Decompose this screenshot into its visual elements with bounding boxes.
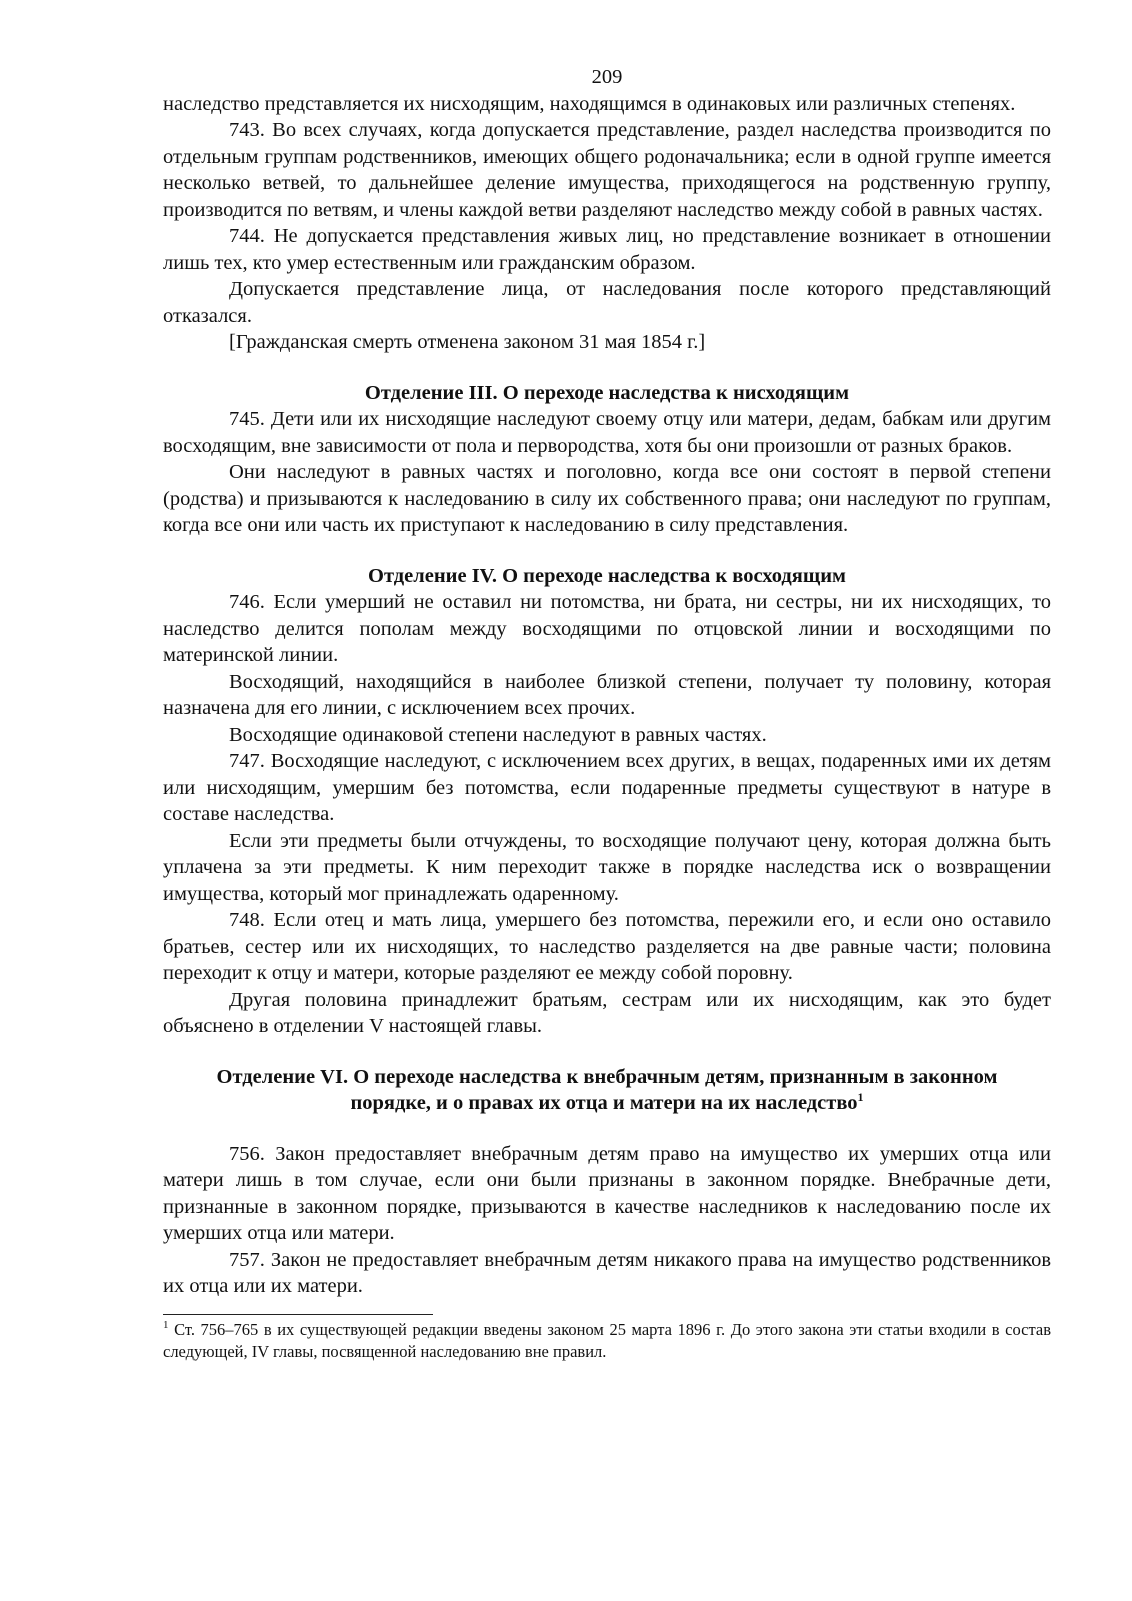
- paragraph: Если эти предметы были отчуждены, то восходящие получают цену, которая должна быть уплачена за эти предметы. К ним переходит также в порядке наследства иск о возвращении имущества, который мог принадлежать одаренному.: [163, 829, 1051, 905]
- page-number: 209: [591, 66, 623, 88]
- paragraph: Они наследуют в равных частях и поголовно, когда все они состоят в первой степени (родства) и призываются к наследованию в силу их собственного права; они наследуют по группам, когда все они или часть их приступают к наследованию в силу представления.: [163, 461, 1051, 536]
- article-748: 748. Если отец и мать лица, умершего без потомства, пережили его, и если оно оставило братьев, сестер или их нисходящих, то наследство разделяется на две равные части; половина переходит к отцу и матери, которые разделяют ее между собой поровну.: [163, 909, 1051, 984]
- article-747: 747. Восходящие наследуют, с исключением всех других, в вещах, подаренных ими их детям или нисходящим, умершим без потомства, если подаренные предметы существуют в натуре в составе наследства.: [163, 750, 1051, 825]
- article-746: 746. Если умерший не оставил ни потомства, ни брата, ни сестры, ни их нисходящих, то наследство делится пополам между восходящими по отцовской линии и восходящими по материнской линии.: [163, 591, 1051, 666]
- section-heading-6-line2: порядке, и о правах их отца и матери на их наследство: [350, 1092, 858, 1114]
- article-745: 745. Дети или их нисходящие наследуют своему отцу или матери, дедам, бабкам или другим восходящим, вне зависимости от пола и первородства, хотя бы они произошли от разных браков.: [163, 408, 1051, 457]
- footnote-text: Ст. 756–765 в их существующей редакции введены законом 25 марта 1896 г. До этого закона эти статьи входили в состав следующей, IV главы, посвященной наследованию вне правил.: [163, 1319, 1052, 1361]
- paragraph: Допускается представление лица, от наследования после которого представляющий отказался.: [163, 278, 1051, 327]
- paragraph: Другая половина принадлежит братьям, сестрам или их нисходящим, как это будет объяснено в отделении V настоящей главы.: [163, 988, 1051, 1037]
- footnote: [163, 1319, 1051, 1363]
- editorial-note: [Гражданская смерть отменена законом 31 мая 1854 г.]: [229, 331, 706, 353]
- paragraph: Восходящий, находящийся в наиболее близкой степени, получает ту половину, которая назначена для его линии, с исключением всех прочих.: [163, 670, 1051, 719]
- section-heading-3: Отделение III. О переходе наследства к нисходящим: [364, 381, 850, 404]
- footnote-mark: 1: [163, 1318, 169, 1331]
- paragraph: Восходящие одинаковой степени наследуют в равных частях.: [229, 723, 767, 746]
- paragraph: наследство представляется их нисходящим, находящимся в одинаковых или различных степенях.: [163, 92, 1016, 115]
- footnote-separator: [163, 1314, 433, 1315]
- article-757: 757. Закон не предоставляет внебрачным детям никакого права на имущество родственников их отца или их матери.: [163, 1248, 1051, 1297]
- section-heading-6: [163, 1064, 1051, 1117]
- section-heading-4: Отделение IV. О переходе наследства к восходящим: [368, 564, 846, 587]
- article-743: 743. Во всех случаях, когда допускается представление, раздел наследства производится по отдельным группам родственников, имеющих общего родоначальника; если в одной группе имеется несколько ветвей, то дальнейшее деление имущества, приходящегося на родственную группу, производится по ветвям, и члены каждой ветви разделяют наследство между собой в равных частях.: [163, 119, 1051, 221]
- article-744: 744. Не допускается представления живых лиц, но представление возникает в отношении лишь тех, кто умер естественным или гражданским образом.: [163, 225, 1051, 274]
- document-page: [163, 64, 1051, 1363]
- article-756: 756. Закон предоставляет внебрачным детям право на имущество их умерших отца или матери лишь в том случае, если они были признаны в законном порядке. Внебрачные дети, признанные в законном порядке, призываются в качестве наследников к наследованию после их умерших отца или матери.: [163, 1142, 1051, 1244]
- footnote-reference: 1: [857, 1090, 864, 1104]
- section-heading-6-line1: Отделение VI. О переходе наследства к внебрачным детям, признанным в законном: [216, 1065, 998, 1088]
